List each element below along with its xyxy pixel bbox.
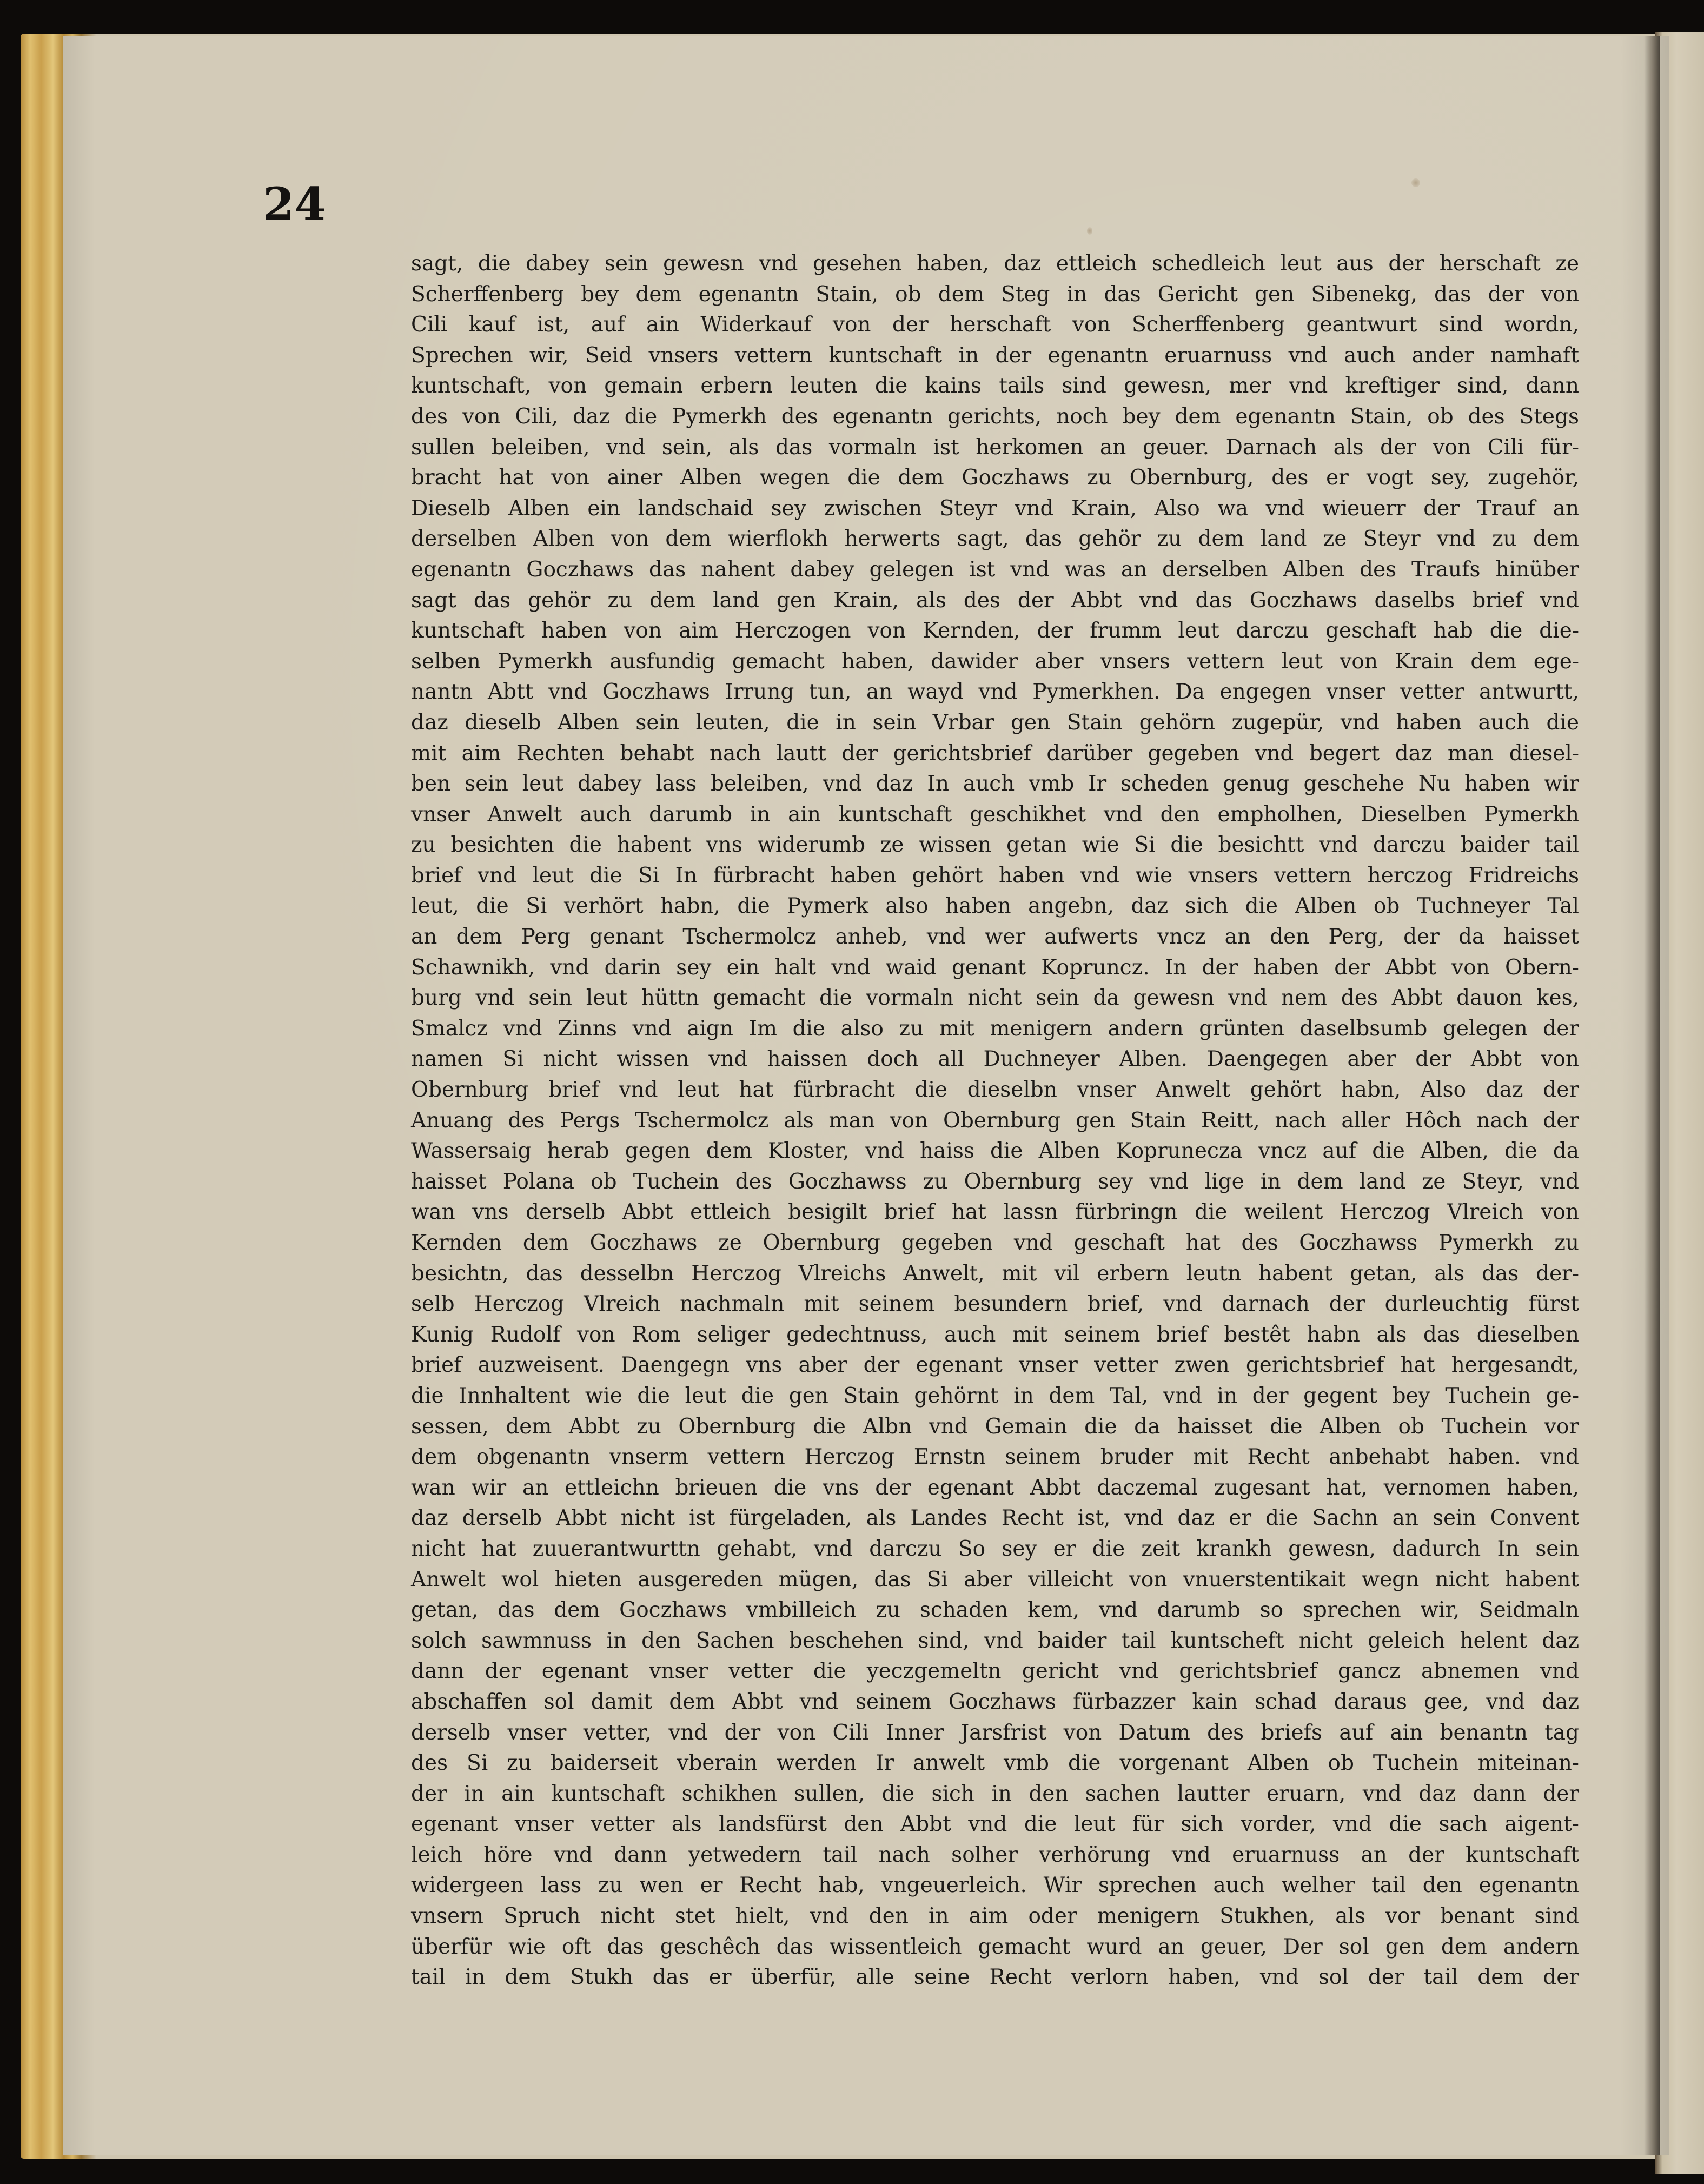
text-line: die Innhaltent wie die leut die gen Stain gehörnt in dem Tal, vnd in der gegent bey Tuchein ge- (411, 1383, 1579, 1408)
text-line: daz derselb Abbt nicht ist fürgeladen, als Landes Recht ist, vnd daz er die Sachn an sein Convent (411, 1506, 1579, 1531)
text-line: sagt das gehör zu dem land gen Krain, als des der Abbt vnd das Goczhaws daselbs brief vnd (411, 588, 1579, 613)
text-line: brief auzweisent. Daengegn vns aber der egenant vnser vetter zwen gerichtsbrief hat hergesandt, (411, 1353, 1579, 1378)
text-line: Smalcz vnd Zinns vnd aign Im die also zu mit menigern andern grünten daselbsumb gelegen der (411, 1016, 1579, 1041)
text-line: vnsern Spruch nicht stet hielt, vnd den in aim oder menigern Stukhen, als vor benant sind (411, 1904, 1579, 1929)
text-line: nantn Abtt vnd Goczhaws Irrung tun, an wayd vnd Pymerkhen. Da engegen vnser vetter antwurtt, (411, 680, 1579, 705)
text-line: Obernburg brief vnd leut hat fürbracht die dieselbn vnser Anwelt gehört habn, Also daz der (411, 1078, 1579, 1103)
text-line: leich höre vnd dann yetwedern tail nach solher verhörung vnd eruarnuss an der kuntschaft (411, 1842, 1579, 1867)
text-line: überfür wie oft das geschêch das wissentleich gemacht wurd an geuer, Der sol gen dem andern (411, 1934, 1579, 1959)
text-line: kuntschaft haben von aim Herczogen von Kernden, der frumm leut darczu geschaft hab die die- (411, 619, 1579, 643)
text-line: wan wir an ettleichn brieuen die vns der egenant Abbt daczemal zugesant hat, vernomen haben, (411, 1475, 1579, 1500)
text-line: an dem Perg genant Tschermolcz anheb, vnd wer aufwerts vncz an den Perg, der da haisset (411, 925, 1579, 950)
text-line: Anwelt wol hieten ausgereden mügen, das Si aber villeicht von vnuerstentikait wegn nicht habent (411, 1567, 1579, 1592)
text-line: sullen beleiben, vnd sein, als das vormaln ist herkomen an geuer. Darnach als der von Cili für- (411, 435, 1579, 460)
text-line: Kunig Rudolf von Rom seliger gedechtnuss, auch mit seinem brief bestêt habn als das dieselben (411, 1322, 1579, 1347)
text-line: dann der egenant vnser vetter die yeczgemeltn gericht vnd gerichtsbrief gancz abnemen vnd (411, 1659, 1579, 1684)
text-line: besichtn, das desselbn Herczog Vlreichs Anwelt, mit vil erbern leutn habent getan, als das der- (411, 1261, 1579, 1286)
text-line: solch sawmnuss in den Sachen beschehen sind, vnd baider tail kuntscheft nicht geleich helent daz (411, 1628, 1579, 1653)
ink-speck (1087, 227, 1092, 235)
text-line: des Si zu baiderseit vberain werden Ir anwelt vmb die vorgenant Alben ob Tuchein miteinan- (411, 1751, 1579, 1776)
text-line: getan, das dem Goczhaws vmbilleich zu schaden kem, vnd darumb so sprechen wir, Seidmaln (411, 1598, 1579, 1623)
text-line: tail in dem Stukh das er überfür, alle seine Recht verlorn haben, vnd sol der tail dem der (411, 1965, 1579, 1990)
text-line: dem obgenantn vnserm vettern Herczog Ernstn seinem bruder mit Recht anbehabt haben. vnd (411, 1445, 1579, 1470)
text-line: namen Si nicht wissen vnd haissen doch all Duchneyer Alben. Daengegen aber der Abbt von (411, 1047, 1579, 1072)
text-line: brief vnd leut die Si In fürbracht haben gehört haben vnd wie vnsers vettern herczog Fridreichs (411, 863, 1579, 888)
text-line: egenant vnser vetter als landsfürst den Abbt vnd die leut für sich vorder, vnd die sach aigent- (411, 1812, 1579, 1837)
text-line: bracht hat von ainer Alben wegen die dem Goczhaws zu Obernburg, des er vogt sey, zugehör, (411, 466, 1579, 490)
text-line: burg vnd sein leut hüttn gemacht die vormaln nicht sein da gewesn vnd nem des Abbt dauon kes, (411, 986, 1579, 1011)
text-line: nicht hat zuuerantwurttn gehabt, vnd darczu So sey er die zeit krankh gewesn, dadurch In sein (411, 1536, 1579, 1561)
text-line: egenantn Goczhaws das nahent dabey gelegen ist vnd was an derselben Alben des Traufs hinüber (411, 557, 1579, 582)
text-line: zu besichten die habent vns widerumb ze wissen getan wie Si die besichtt vnd darczu baider tail (411, 833, 1579, 858)
text-line: Anuang des Pergs Tschermolcz als man von Obernburg gen Stain Reitt, nach aller Hôch nach der (411, 1108, 1579, 1133)
text-line: derselben Alben von dem wierflokh herwerts sagt, das gehör zu dem land ze Steyr vnd zu dem (411, 527, 1579, 552)
text-line: wan vns derselb Abbt ettleich besigilt brief hat lassn fürbringn die weilent Herczog Vlreich von (411, 1200, 1579, 1225)
text-line: kuntschaft, von gemain erbern leuten die kains tails sind gewesn, mer vnd kreftiger sind, dann (411, 374, 1579, 399)
text-line: ben sein leut dabey lass beleiben, vnd daz In auch vmb Ir scheden genug geschehe Nu haben wir (411, 772, 1579, 796)
text-line: selb Herczog Vlreich nachmaln mit seinem besundern brief, vnd darnach der durleuchtig fürst (411, 1292, 1579, 1317)
text-line: Cili kauf ist, auf ain Widerkauf von der herschaft von Scherffenberg geantwurt sind wordn, (411, 313, 1579, 337)
ink-speck (1411, 178, 1420, 187)
text-line: Sprechen wir, Seid vnsers vettern kuntschaft in der egenantn eruarnuss vnd auch ander namhaft (411, 343, 1579, 368)
text-line: sagt, die dabey sein gewesn vnd gesehen haben, daz ettleich schedleich leut aus der herschaft ze (411, 251, 1579, 276)
text-line: Wassersaig herab gegen dem Kloster, vnd haiss die Alben Koprunecza vncz auf die Alben, die da (411, 1139, 1579, 1164)
text-line: mit aim Rechten behabt nach lautt der gerichtsbrief darüber gegeben vnd begert daz man diesel- (411, 741, 1579, 766)
text-line: selben Pymerkh ausfundig gemacht haben, dawider aber vnsers vettern leut von Krain dem ege- (411, 649, 1579, 674)
text-line: abschaffen sol damit dem Abbt vnd seinem Goczhaws fürbazzer kain schad daraus gee, vnd daz (411, 1689, 1579, 1714)
text-line: sessen, dem Abbt zu Obernburg die Albn vnd Gemain die da haisset die Alben ob Tuchein vor (411, 1414, 1579, 1439)
text-line: leut, die Si verhört habn, die Pymerk also haben angebn, daz sich die Alben ob Tuchneyer Tal (411, 894, 1579, 919)
text-line: widergeen lass zu wen er Recht hab, vngeuerleich. Wir sprechen auch welher tail den egenantn (411, 1873, 1579, 1898)
page-number: 24 (263, 177, 326, 231)
text-line: haisset Polana ob Tuchein des Goczhawss zu Obernburg sey vnd lige in dem land ze Steyr, vnd (411, 1169, 1579, 1194)
body-text (411, 249, 1579, 1993)
text-line: des von Cili, daz die Pymerkh des egenantn gerichts, noch bey dem egenantn Stain, ob des Stegs (411, 404, 1579, 429)
text-line: Kernden dem Goczhaws ze Obernburg gegeben vnd geschaft hat des Goczhawss Pymerkh zu (411, 1231, 1579, 1255)
text-line: der in ain kuntschaft schikhen sullen, die sich in den sachen lautter eruarn, vnd daz dann der (411, 1781, 1579, 1806)
text-line: daz dieselb Alben sein leuten, die in sein Vrbar gen Stain gehörn zugepür, vnd haben auch die (411, 710, 1579, 735)
text-line: vnser Anwelt auch darumb in ain kuntschaft geschikhet vnd den empholhen, Dieselben Pymerkh (411, 802, 1579, 827)
book-gutter-shadow (1644, 36, 1660, 2155)
text-line: Scherffenberg bey dem egenantn Stain, ob dem Steg in das Gericht gen Sibenekg, das der von (411, 282, 1579, 307)
text-line: Schawnikh, vnd darin sey ein halt vnd waid genant Kopruncz. In der haben der Abbt von Obern- (411, 955, 1579, 980)
text-line: derselb vnser vetter, vnd der von Cili Inner Jarsfrist von Datum des briefs auf ain benantn tag (411, 1720, 1579, 1745)
text-line: Dieselb Alben ein landschaid sey zwischen Steyr vnd Krain, Also wa vnd wieuerr der Trauf an (411, 496, 1579, 521)
